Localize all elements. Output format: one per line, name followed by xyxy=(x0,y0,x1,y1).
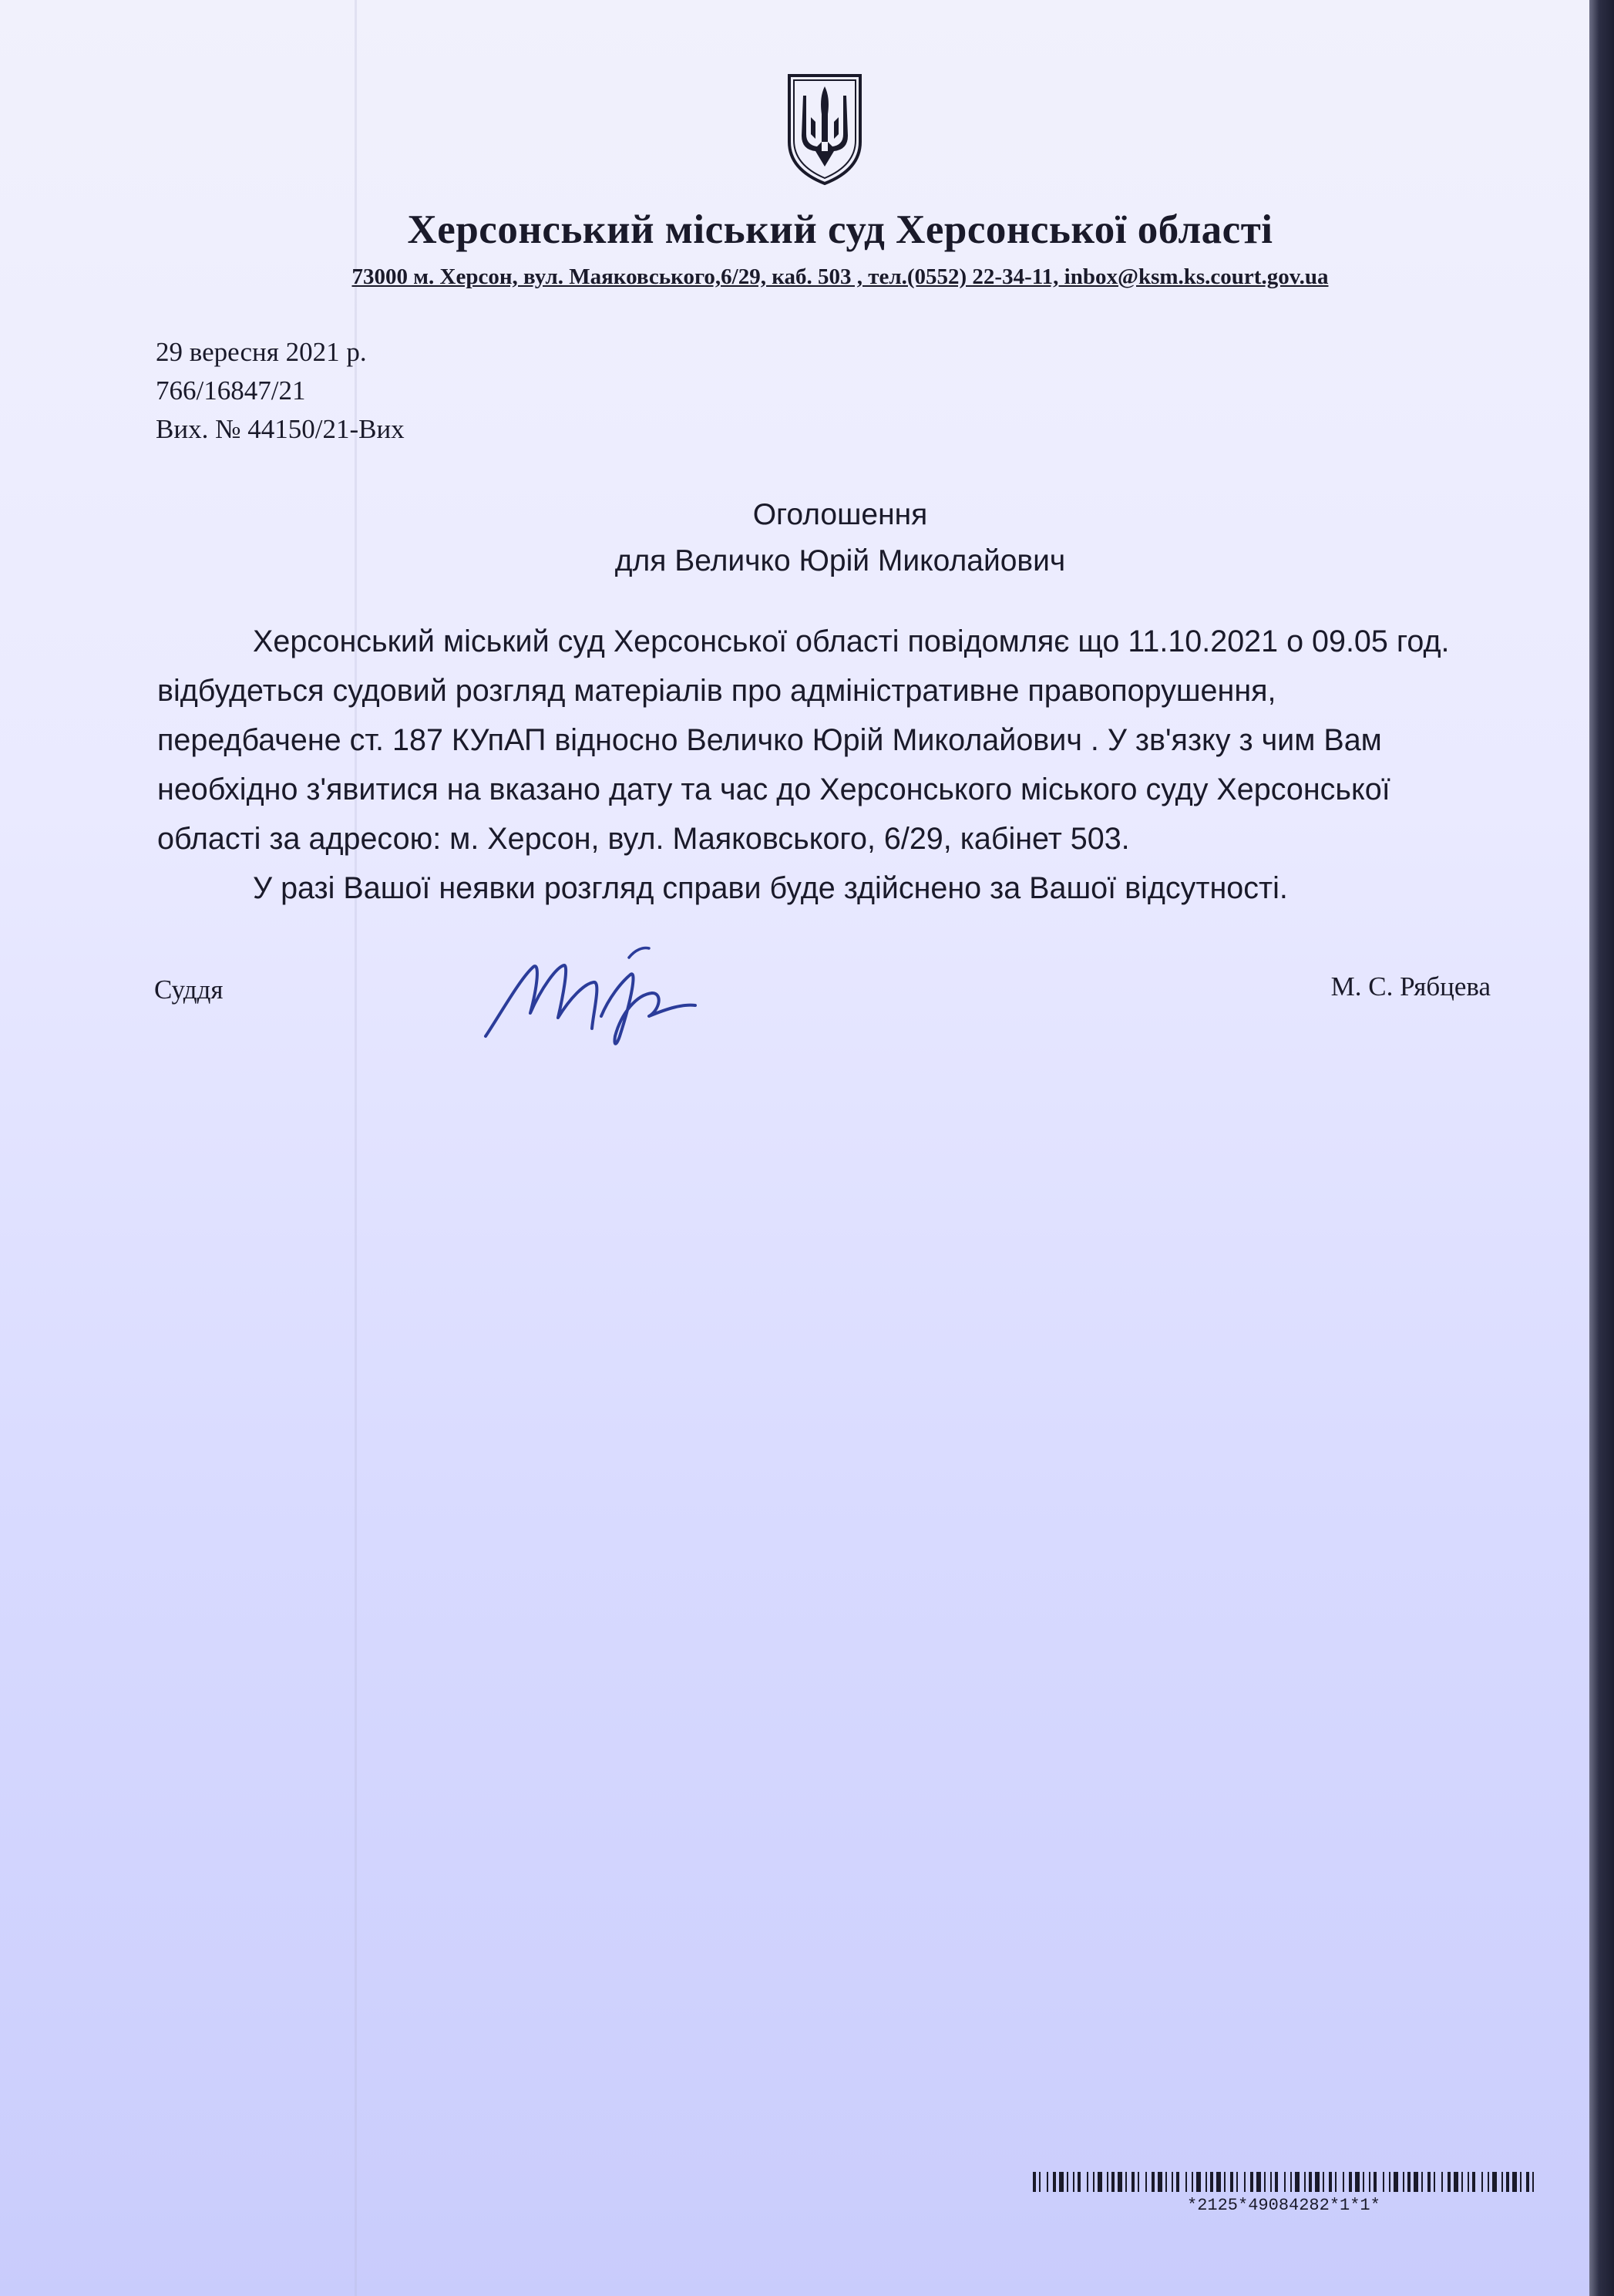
notice-title: Оголошення xyxy=(752,498,928,531)
outgoing-number: Вих. № 44150/21-Вих xyxy=(156,414,405,444)
body-paragraph-1: Херсонський міський суд Херсонської області повідомляє що 11.10.2021 о 09.05 год. відбудеться судовий розгляд матеріалів про адміністративне правопорушення, передбачене ст. 187 КУпАП відносно Величко Юрій Миколайович . У зв'язку з чим Вам необхідно з'явитися на вказано дату та час до Херсонського міського суду Херсонської області за адресою: м. Херсон, вул. Маяковського, 6/29, кабінет 503. xyxy=(157,624,1450,856)
handwritten-signature xyxy=(478,944,701,1052)
judge-label: Суддя xyxy=(154,975,224,1005)
page-edge-shadow xyxy=(1589,0,1614,2296)
document-meta xyxy=(156,333,405,449)
court-name: Херсонський міський суд Херсонської області xyxy=(407,207,1273,252)
notice-heading xyxy=(0,492,1614,584)
trident-coat-of-arms-icon xyxy=(785,71,865,187)
judge-name: М. С. Рябцева xyxy=(1330,971,1491,1002)
document-date: 29 вересня 2021 р. xyxy=(156,337,367,367)
notice-body xyxy=(157,617,1468,913)
barcode-number: *2125*49084282*1*1* xyxy=(1187,2196,1380,2215)
case-number: 766/16847/21 xyxy=(156,375,306,406)
court-address: 73000 м. Херсон, вул. Маяковського,6/29, каб. 503 , тел.(0552) 22-34-11, inbox@ksm.ks.court.gov.ua xyxy=(351,264,1329,289)
body-paragraph-2: У разі Вашої неявки розгляд справи буде здійснено за Вашої відсутності. xyxy=(253,871,1288,905)
barcode xyxy=(1033,2172,1534,2192)
notice-recipient: для Величко Юрій Миколайович xyxy=(614,544,1066,577)
